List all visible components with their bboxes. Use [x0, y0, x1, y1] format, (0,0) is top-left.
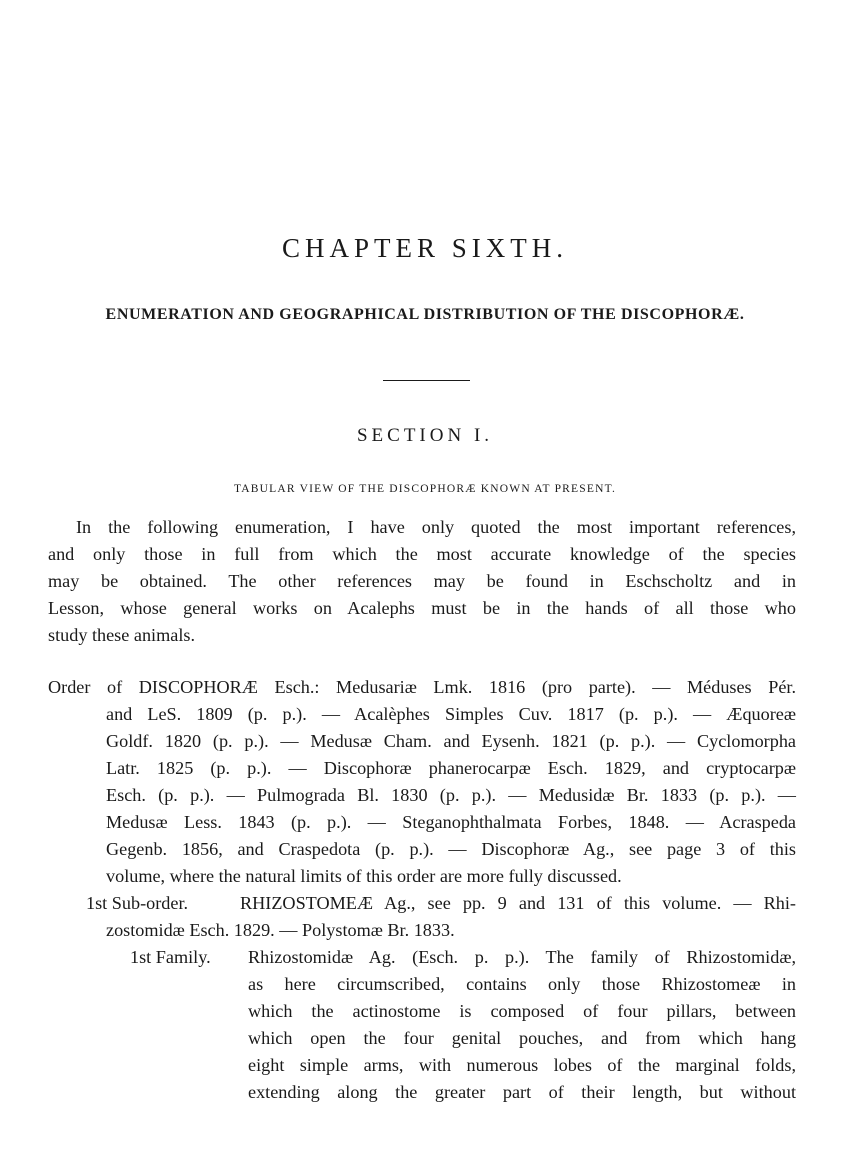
text-line: Gegenb. 1856, and Craspedota (p. p.). — Discophoræ Ag., see page 3 of this [106, 839, 796, 859]
text-line: and only those in full from which the most accurate knowledge of the species [48, 544, 796, 564]
section-subtitle: TABULAR VIEW OF THE DISCOPHORÆ KNOWN AT PRESENT. [233, 483, 617, 495]
text-line: In the following enumeration, I have only quoted the most important references, [76, 517, 796, 537]
text-line: eight simple arms, with numerous lobes of the marginal folds, [248, 1055, 796, 1075]
suborder-label: 1st Sub-order. [86, 893, 189, 913]
text-line: RHIZOSTOMEÆ Ag., see pp. 9 and 131 of this volume. — Rhi- [240, 893, 796, 913]
text-line: which open the four genital pouches, and from which hang [248, 1028, 796, 1048]
text-line: Rhizostomidæ Ag. (Esch. p. p.). The family of Rhizostomidæ, [248, 947, 796, 967]
chapter-title: CHAPTER SIXTH. [281, 233, 568, 263]
chapter-subtitle: ENUMERATION AND GEOGRAPHICAL DISTRIBUTION OF THE DISCOPHORÆ. [105, 306, 745, 323]
divider-rule [383, 380, 470, 381]
text-line: Medusæ Less. 1843 (p. p.). — Steganophthalmata Forbes, 1848. — Acraspeda [106, 812, 796, 832]
text-line: Order of DISCOPHORÆ Esch.: Medusariæ Lmk. 1816 (pro parte). — Méduses Pér. [48, 677, 796, 697]
text-line: which the actinostome is composed of four pillars, between [248, 1001, 796, 1021]
text-line: Esch. (p. p.). — Pulmograda Bl. 1830 (p. p.). — Medusidæ Br. 1833 (p. p.). — [106, 785, 796, 805]
text-line: Latr. 1825 (p. p.). — Discophoræ phanerocarpæ Esch. 1829, and cryptocarpæ [106, 758, 796, 778]
text-line: Lesson, whose general works on Acalephs must be in the hands of all those who [48, 598, 796, 618]
section-title: SECTION I. [356, 425, 494, 446]
text-line: may be obtained. The other references may be found in Eschscholtz and in [48, 571, 796, 591]
text-line: and LeS. 1809 (p. p.). — Acalèphes Simples Cuv. 1817 (p. p.). — Æquoreæ [106, 704, 796, 724]
text-line: Goldf. 1820 (p. p.). — Medusæ Cham. and Eysenh. 1821 (p. p.). — Cyclomorpha [106, 731, 796, 751]
text-line: extending along the greater part of their length, but without [248, 1082, 796, 1102]
text-line: study these animals. [48, 625, 195, 645]
text-line: volume, where the natural limits of this order are more fully discussed. [106, 866, 622, 886]
family-label: 1st Family. [130, 947, 211, 967]
text-line: as here circumscribed, contains only those Rhizostomeæ in [248, 974, 796, 994]
text-line: zostomidæ Esch. 1829. — Polystomæ Br. 1833. [106, 920, 455, 940]
